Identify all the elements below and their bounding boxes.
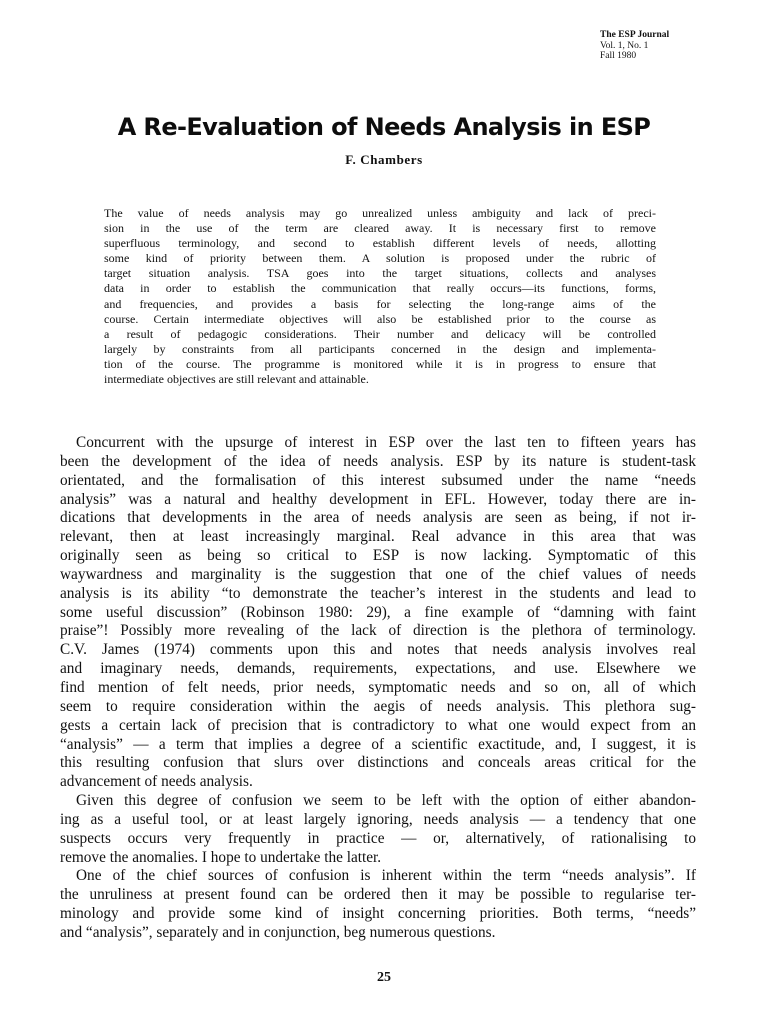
article-body xyxy=(60,434,696,943)
body-line: remove the anomalies. I hope to undertake the latter. xyxy=(60,848,382,866)
body-line: praise”! Possibly more revealing of the lack of direction is the plethora of terminology. xyxy=(60,622,696,640)
body-line: “analysis” — a term that implies a degree of a scientific exactitude, and, I suggest, it is xyxy=(60,735,696,753)
abstract-line: target situation analysis. TSA goes into the target situations, collects and analyses xyxy=(104,266,656,281)
body-line: and “analysis”, separately and in conjunction, beg numerous questions. xyxy=(60,923,496,941)
article-title: A Re-Evaluation of Needs Analysis in ESP xyxy=(117,113,651,141)
body-line: Concurrent with the upsurge of interest in ESP over the last ten to fifteen years has xyxy=(76,434,696,451)
abstract-line: superfluous terminology, and second to establish different levels of needs, allotting xyxy=(104,236,656,251)
body-line: analysis is its ability “to demonstrate the teacher’s interest in the students and lead to xyxy=(60,584,696,602)
abstract-line: intermediate objectives are still relevant and attainable. xyxy=(104,372,369,387)
journal-masthead xyxy=(600,30,760,62)
abstract-line: tion of the course. The programme is monitored while it is in progress to ensure that xyxy=(104,356,656,371)
body-line: One of the chief sources of confusion is inherent within the term “needs analysis”. If xyxy=(76,867,696,885)
body-line: dications that developments in the area of needs analysis are seen as being, if not ir- xyxy=(60,509,696,527)
article-author: F. Chambers xyxy=(345,152,423,167)
abstract-line: some kind of priority between them. A solution is proposed under the rubric of xyxy=(104,251,656,266)
body-line: some useful discussion” (Robinson 1980: 29), a fine example of “damning with faint xyxy=(60,603,696,621)
body-line: this resulting confusion that slurs over distinctions and conceals areas critical for the xyxy=(60,754,696,772)
body-line: advancement of needs analysis. xyxy=(60,773,253,791)
abstract-line: sion in the use of the term are cleared away. It is necessary first to remove xyxy=(104,221,656,236)
body-line: been the development of the idea of needs analysis. ESP by its nature is student-task xyxy=(60,452,696,470)
body-line: orientated, and the formalisation of this interest subsumed under the name “needs xyxy=(60,471,696,489)
journal-volume: Vol. 1, No. 1 xyxy=(600,40,649,51)
abstract xyxy=(104,206,656,387)
body-line: seem to require consideration within the aegis of needs analysis. This plethora sug- xyxy=(60,697,696,715)
body-line: analysis” was a natural and healthy development in EFL. However, today there are in- xyxy=(60,490,696,508)
journal-date: Fall 1980 xyxy=(600,51,637,61)
body-line: waywardness and marginality is the suggestion that one of the chief values of needs xyxy=(60,565,696,583)
body-line: minology and provide some kind of insight concerning priorities. Both terms, “needs” xyxy=(60,905,696,923)
abstract-line: course. Certain intermediate objectives will also be established prior to the course as xyxy=(104,311,656,326)
abstract-line: and frequencies, and provides a basis for selecting the long-range aims of the xyxy=(104,296,656,311)
body-line: find mention of felt needs, prior needs, symptomatic needs and so on, all of which xyxy=(60,678,696,696)
page-number: 25 xyxy=(377,970,391,985)
abstract-line: The value of needs analysis may go unrealized unless ambiguity and lack of preci- xyxy=(104,206,656,220)
body-line: gests a certain lack of precision that is contradictory to what one would expect from an xyxy=(60,716,696,734)
body-line: originally seen as being so critical to ESP is now lacking. Symptomatic of this xyxy=(60,547,696,565)
body-line: suspects occurs very frequently in practice — or, alternatively, of rationalising to xyxy=(60,829,696,847)
body-line: C.V. James (1974) comments upon this and notes that needs analysis involves real xyxy=(60,641,696,659)
journal-name: The ESP Journal xyxy=(600,30,670,40)
body-line: relevant, then at least increasingly marginal. Real advance in this area that was xyxy=(60,528,696,546)
body-line: and imaginary needs, demands, requirements, expectations, and use. Elsewhere we xyxy=(60,660,696,678)
body-line: the unruliness at present found can be ordered then it may be possible to regularise ter- xyxy=(60,886,696,904)
abstract-line: data in order to establish the communication that really occurs—its functions, forms, xyxy=(104,281,656,296)
body-line: ing as a useful tool, or at least largely ignoring, needs analysis — a tendency that one xyxy=(60,810,696,828)
abstract-line: largely by constraints from all participants concerned in the design and implementa- xyxy=(104,341,656,356)
abstract-line: a result of pedagogic considerations. Their number and delicacy will be controlled xyxy=(104,326,656,341)
body-line: Given this degree of confusion we seem to be left with the option of either abandon- xyxy=(76,792,696,810)
